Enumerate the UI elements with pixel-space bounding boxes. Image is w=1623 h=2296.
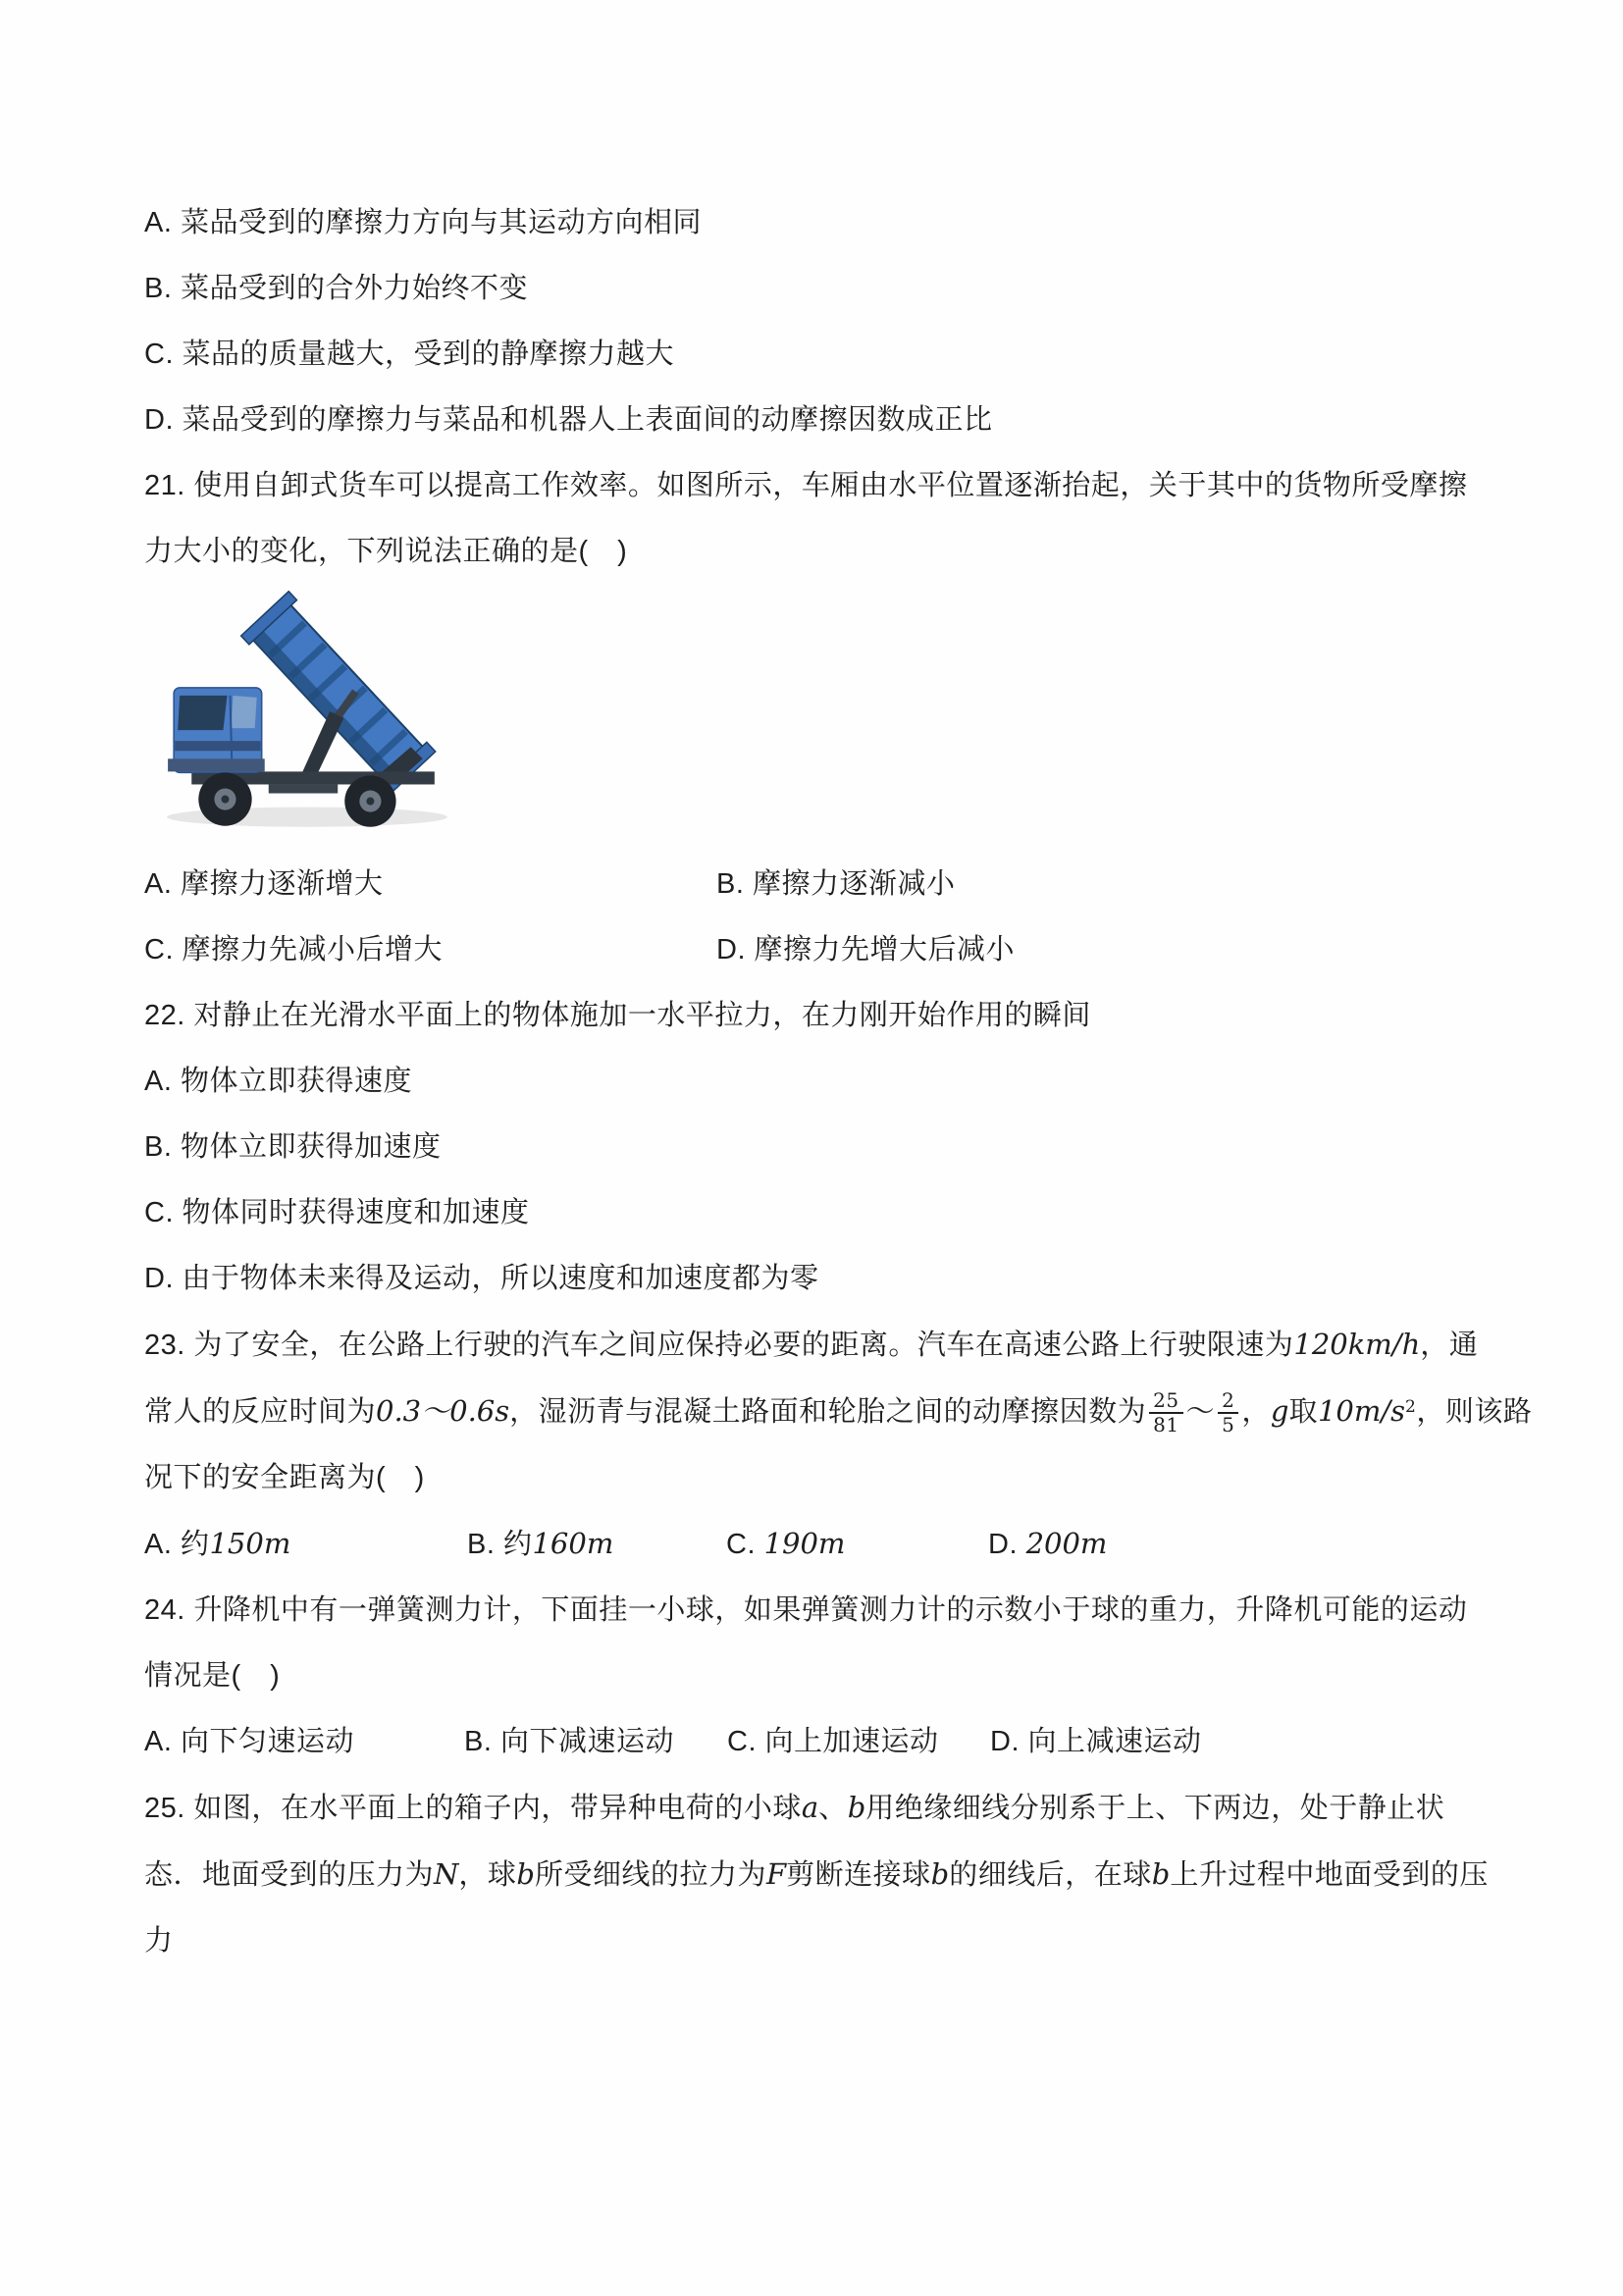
q21-option-d: D. 摩擦力先增大后减小 [716,934,1016,965]
truck-fuel-tank [269,784,338,793]
q25-stem-line3: 力 [144,1925,174,1957]
truck-side-window [232,696,257,728]
q23-option-d: D. 200m [988,1527,1108,1560]
q23-stem-line3: 况下的安全距离为( ) [144,1462,425,1493]
q24-option-d: D. 向上减速运动 [990,1726,1202,1757]
q20-option-d: D. 菜品受到的摩擦力与菜品和机器人上表面间的动摩擦因数成正比 [144,404,993,436]
fraction: $\frac{25}{81}$ [1149,1389,1182,1436]
q22-option-a: A. 物体立即获得速度 [144,1066,412,1097]
q20-option-a: A. 菜品受到的摩擦力方向与其运动方向相同 [144,207,702,238]
q24-stem-line2: 情况是( ) [144,1660,281,1692]
q21-option-a: A. 摩擦力逐渐增大 [144,868,384,900]
q23-option-b: B. 约160m [467,1527,614,1560]
fraction: $\frac{2}{5}$ [1218,1389,1238,1436]
truck-cab [168,688,265,773]
dump-truck-image [154,589,468,852]
q21-options [144,852,1476,983]
truck-grille [175,741,261,751]
superscript: 2 [1405,1397,1417,1417]
q21-option-b: B. 摩擦力逐渐减小 [716,868,956,900]
q21-stem-line1: 21. 使用自卸式货车可以提高工作效率。如图所示，车厢由水平位置逐渐抬起，关于其中的货物所受摩擦 [144,470,1468,501]
truck-lift-arm [302,711,343,772]
q23-stem-line1: 23. 为了安全，在公路上行驶的汽车之间应保持必要的距离。汽车在高速公路上行驶限速为120km/h，通 [144,1328,1479,1361]
q23-stem-line2: 常人的反应时间为0.3～0.6s，湿沥青与混凝土路面和轮胎之间的动摩擦因数为 $\frac{25}{81}$ ～ $\frac{2}{5}$ ，g取$10m/s^2$，则该路 [144,1388,1533,1437]
q22-option-c: C. 物体同时获得速度和加速度 [144,1197,530,1228]
q25-stem-line2: 态．地面受到的压力为N，球b所受细线的拉力为F剪断连接球b的细线后，在球b上升过程中地面受到的压 [144,1857,1489,1891]
q21-stem-line2: 力大小的变化，下列说法正确的是( ) [144,536,628,567]
truck-windshield [178,696,227,730]
q22-option-d: D. 由于物体未来得及运动，所以速度和加速度都为零 [144,1263,819,1294]
q22-stem: 22. 对静止在光滑水平面上的物体施加一水平拉力，在力刚开始作用的瞬间 [144,1000,1091,1031]
q24-options [144,1709,1476,1775]
q21-option-c: C. 摩擦力先减小后增大 [144,934,444,965]
q24-option-c: C. 向上加速运动 [727,1726,939,1757]
truck-rear-wheel [344,775,395,826]
q23-option-a: A. 约150m [144,1527,291,1560]
truck-front-wheel [198,772,251,825]
q22-option-b: B. 物体立即获得加速度 [144,1131,442,1163]
q25-stem-line1: 25. 如图，在水平面上的箱子内，带异种电荷的小球a、b用绝缘细线分别系于上、下两边，处于静止状 [144,1791,1445,1824]
q23-options [144,1511,1476,1578]
q20-option-b: B. 菜品受到的合外力始终不变 [144,273,528,304]
truck-bumper [168,758,265,771]
q23-option-c: C. 190m [726,1527,846,1560]
q20-option-c: C. 菜品的质量越大，受到的静摩擦力越大 [144,339,675,370]
q24-stem-line1: 24. 升降机中有一弹簧测力计，下面挂一小球，如果弹簧测力计的示数小于球的重力，升降机可能的运动 [144,1594,1468,1626]
q24-option-b: B. 向下减速运动 [464,1726,674,1757]
q24-option-a: A. 向下匀速运动 [144,1726,354,1757]
dump-truck-illustration [154,589,460,840]
